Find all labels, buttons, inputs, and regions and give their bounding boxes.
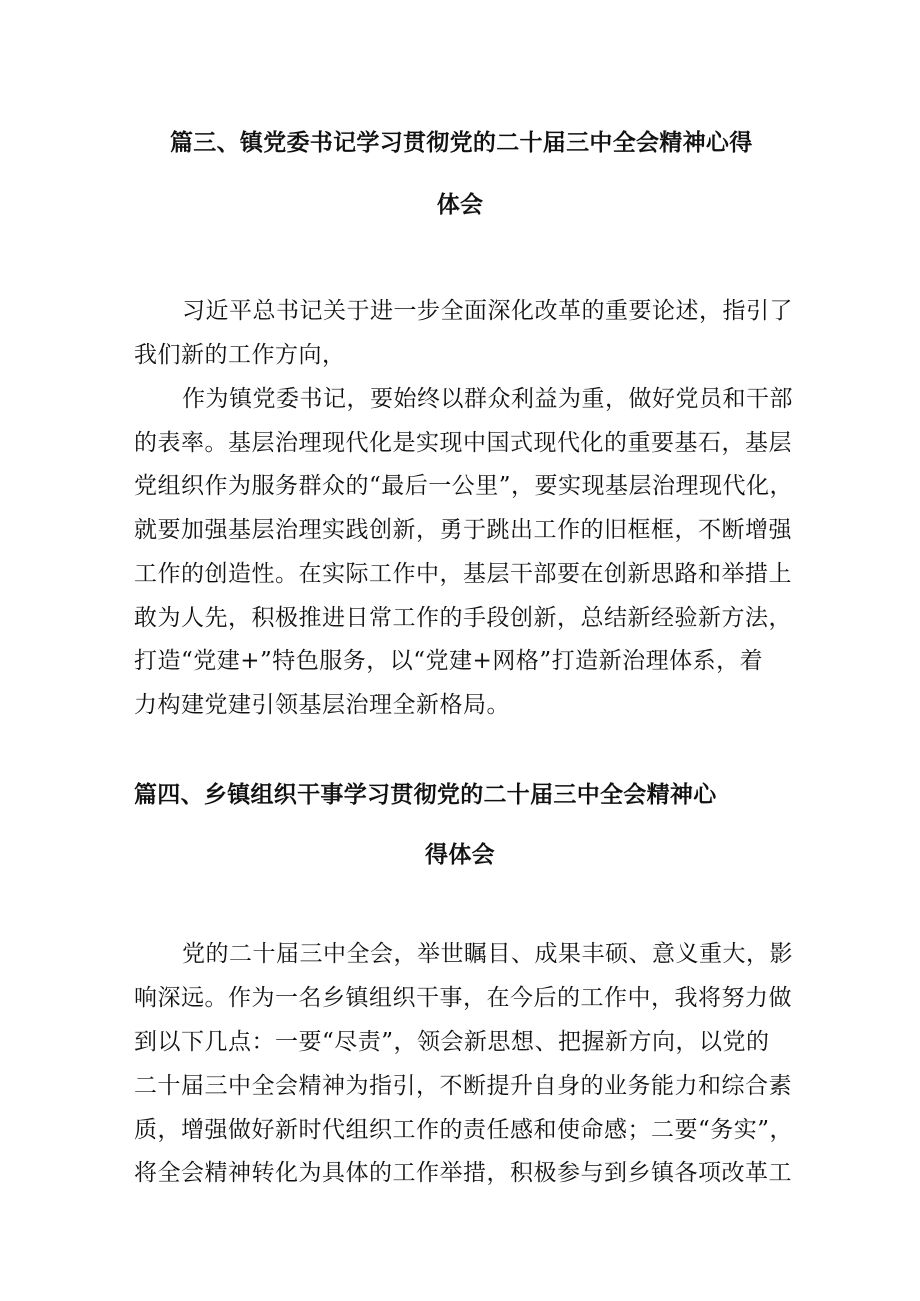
section-3-paragraph-2-line-7: 打造“党建+”特色服务，以“党建+网格”打造新治理体系，着	[134, 648, 764, 674]
section-3-paragraph-2-line-5: 工作的创造性。在实际工作中，基层干部要在创新思路和举措上	[134, 561, 792, 587]
section-3-paragraph-1-line-2: 我们新的工作方向，	[134, 342, 346, 368]
section-4-paragraph-1-line-4: 二十届三中全会精神为指引，不断提升自身的业务能力和综合素	[134, 1073, 792, 1099]
section-3-paragraph-2-line-1: 作为镇党委书记，要始终以群众利益为重，做好党员和干部	[182, 386, 793, 412]
section-3-title-line-2: 体会	[436, 191, 484, 218]
section-3-paragraph-2-line-8: 力构建党建引领基层治理全新格局。	[134, 692, 510, 718]
section-3-paragraph-1-line-1: 习近平总书记关于进一步全面深化改革的重要论述，指引了	[182, 298, 793, 324]
section-3-paragraph-2-line-3: 党组织作为服务群众的“最后一公里”，要实现基层治理现代化，	[134, 473, 794, 499]
section-4-paragraph-1-line-3: 到以下几点：一要“尽责”，领会新思想、把握新方向，以党的	[134, 1029, 770, 1055]
section-4-paragraph-1-line-1: 党的二十届三中全会，举世瞩目、成果丰硕、意义重大，影	[182, 941, 793, 967]
section-4-title-line-1: 篇四、乡镇组织干事学习贯彻党的二十届三中全会精神心	[134, 781, 717, 808]
section-4-paragraph-1-line-5: 质，增强做好新时代组织工作的责任感和使命感；二要“务实”，	[134, 1117, 794, 1143]
section-3-paragraph-2-line-4: 就要加强基层治理实践创新，勇于跳出工作的旧框框，不断增强	[134, 517, 792, 543]
section-3-title-line-1: 篇三、镇党委书记学习贯彻党的二十届三中全会精神心得	[170, 129, 753, 156]
section-4-paragraph-1-line-6: 将全会精神转化为具体的工作举措，积极参与到乡镇各项改革工	[134, 1160, 792, 1186]
section-4-title-line-2: 得体会	[425, 841, 495, 868]
section-3-paragraph-2-line-2: 的表率。基层治理现代化是实现中国式现代化的重要基石，基层	[134, 430, 792, 456]
section-3-paragraph-2-line-6: 敢为人先，积极推进日常工作的手段创新，总结新经验新方法，	[134, 605, 792, 631]
section-4-paragraph-1-line-2: 响深远。作为一名乡镇组织干事，在今后的工作中，我将努力做	[134, 985, 792, 1011]
